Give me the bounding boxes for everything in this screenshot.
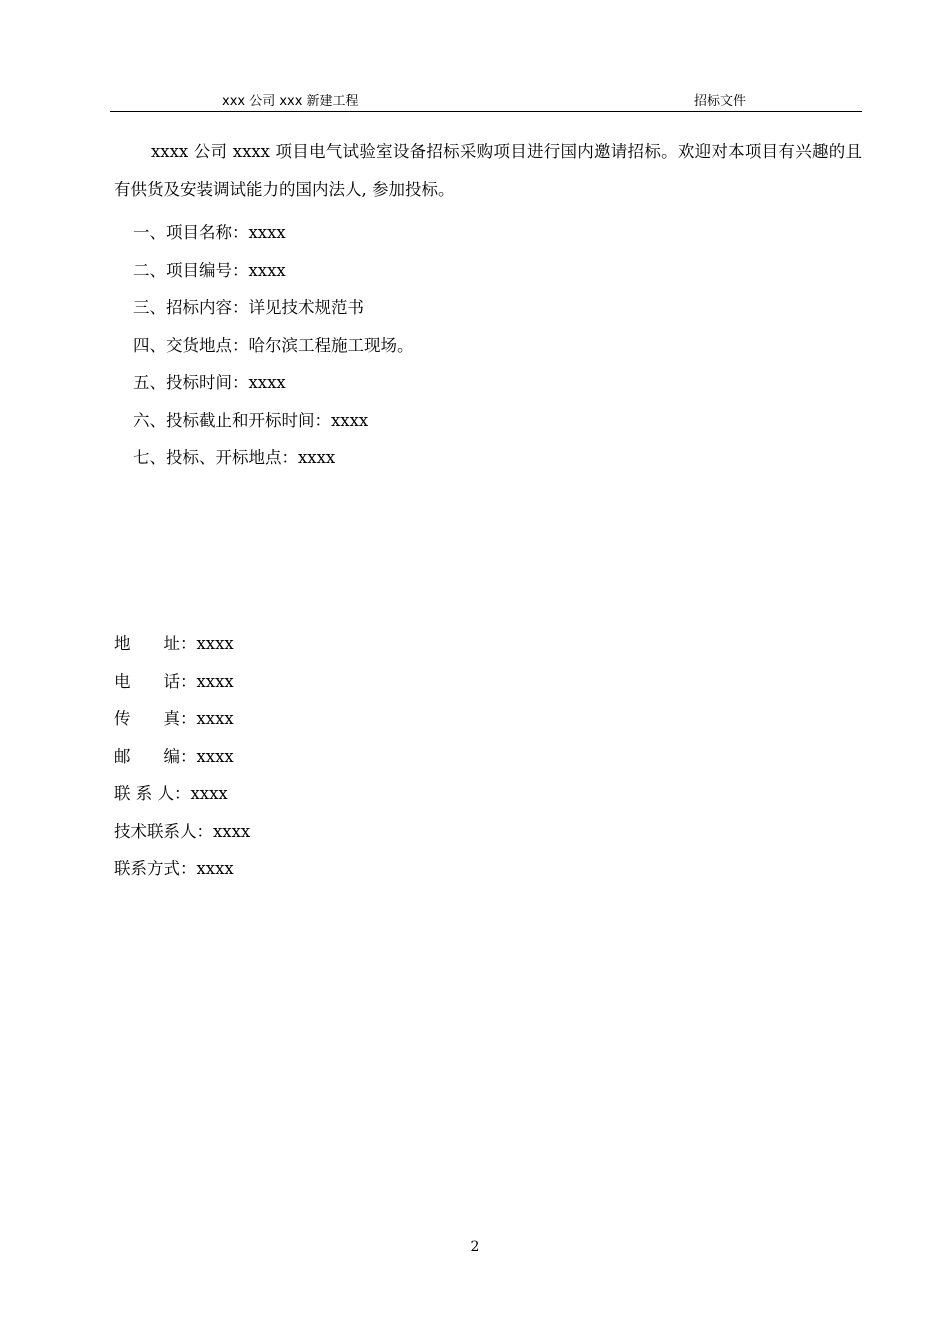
- contact-label: 地 址: [114, 634, 180, 653]
- contact-postcode: [114, 738, 250, 776]
- page-header: [110, 92, 862, 112]
- tender-info-item: 五、投标时间：xxxx: [133, 373, 286, 392]
- intro-paragraph: xxxx 公司 xxxx 项目电气试验室设备招标采购项目进行国内邀请招标。欢迎对本项目有兴趣的且有供货及安装调试能力的国内法人, 参加投标。: [114, 142, 862, 199]
- contact-label: 邮 编: [114, 746, 180, 766]
- contact-fax: [114, 700, 250, 738]
- contact-value: ：xxxx: [180, 746, 234, 766]
- contact-label: 联 系 人: [114, 784, 174, 803]
- contact-value: ：xxxx: [180, 671, 234, 691]
- contact-value: ：xxxx: [180, 709, 234, 728]
- tender-info-list: [133, 214, 414, 477]
- contact-method: [114, 850, 250, 888]
- contact-info-list: [114, 625, 250, 888]
- header-document-type: 招标文件: [694, 94, 747, 109]
- contact-label: 传 真: [114, 709, 180, 728]
- contact-value: ：xxxx: [174, 784, 228, 803]
- contact-label: 技术联系人: [114, 821, 197, 841]
- tender-info-item: 一、项目名称：xxxx: [133, 223, 286, 242]
- contact-technical-person: [114, 813, 250, 851]
- contact-person: [114, 775, 250, 813]
- tender-info-item: 二、项目编号：xxxx: [133, 260, 286, 280]
- tender-info-item: 三、招标内容：详见技术规范书: [133, 298, 364, 317]
- header-project-title: xxx 公司 xxx 新建工程: [222, 94, 359, 109]
- contact-label: 联系方式: [114, 859, 180, 878]
- contact-label: 电 话: [114, 671, 180, 691]
- tender-info-item: 四、交货地点：哈尔滨工程施工现场。: [133, 335, 414, 355]
- contact-address: [114, 625, 250, 663]
- contact-phone: [114, 663, 250, 701]
- contact-value: ：xxxx: [180, 634, 234, 653]
- page-number: 2: [470, 1239, 480, 1255]
- contact-value: ：xxxx: [196, 821, 251, 841]
- contact-value: ：xxxx: [180, 859, 234, 878]
- tender-info-item: 六、投标截止和开标时间：xxxx: [133, 410, 369, 430]
- tender-info-item: 七、投标、开标地点：xxxx: [133, 448, 336, 467]
